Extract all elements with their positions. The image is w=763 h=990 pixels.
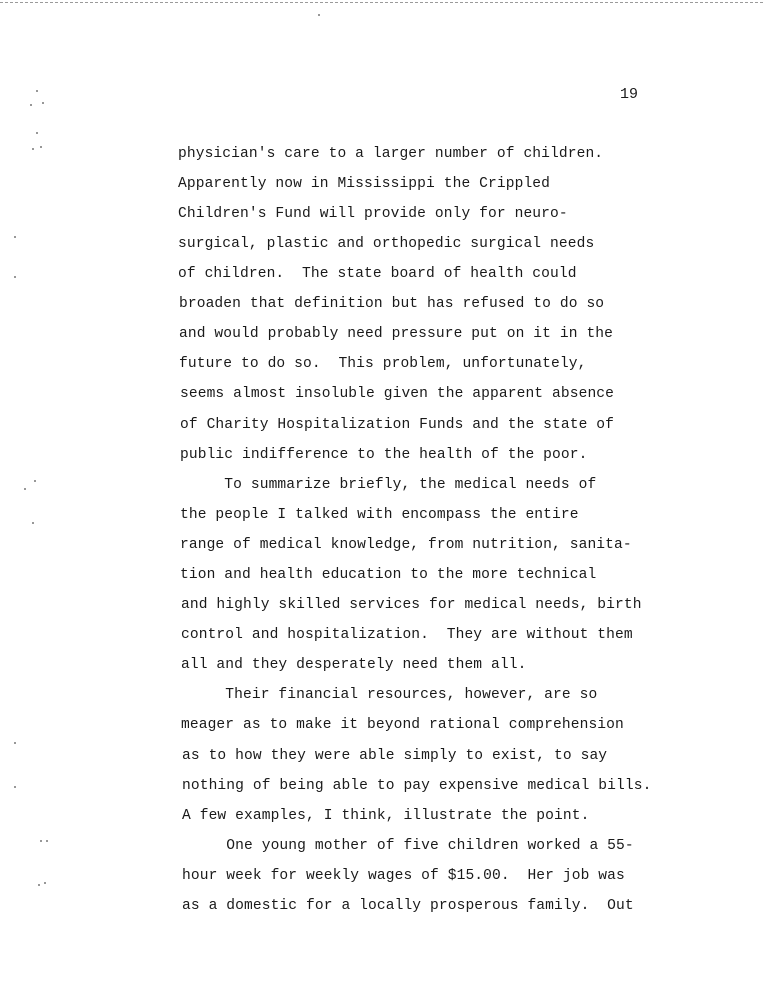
text-line: control and hospitalization. They are without them [181, 627, 633, 643]
text-line: and highly skilled services for medical needs, birth [181, 597, 642, 613]
scan-top-edge [0, 2, 763, 3]
text-line: all and they desperately need them all. [181, 657, 527, 673]
text-line: as to how they were able simply to exist, to say [182, 748, 608, 764]
text-line: of children. The state board of health could [178, 266, 577, 282]
text-line: the people I talked with encompass the entire [180, 507, 579, 523]
text-line: future to do so. This problem, unfortunately, [179, 356, 587, 372]
text-line: To summarize briefly, the medical needs of [180, 477, 597, 493]
text-line: One young mother of five children worked a 55- [182, 838, 634, 854]
text-line: of Charity Hospitalization Funds and the state of [180, 417, 615, 433]
text-line: Apparently now in Mississippi the Crippled [178, 176, 551, 192]
text-line: nothing of being able to pay expensive medical bills. [182, 778, 652, 794]
text-line: hour week for weekly wages of $15.00. Her job was [182, 868, 625, 884]
text-line: seems almost insoluble given the apparent absence [180, 386, 615, 402]
text-line: broaden that definition but has refused to do so [179, 296, 605, 312]
text-line: range of medical knowledge, from nutrition, sanita- [180, 537, 632, 553]
text-line: A few examples, I think, illustrate the point. [182, 808, 590, 824]
text-line: meager as to make it beyond rational comprehension [181, 717, 624, 733]
page-number: 19 [620, 86, 639, 103]
text-line: tion and health education to the more technical [180, 567, 597, 583]
text-line: Children's Fund will provide only for neuro- [178, 206, 568, 222]
text-line: physician's care to a larger number of children. [178, 146, 604, 162]
text-line: surgical, plastic and orthopedic surgical needs [178, 236, 595, 252]
text-line: and would probably need pressure put on it in the [179, 326, 614, 342]
text-line: as a domestic for a locally prosperous family. Out [182, 898, 634, 914]
text-line: public indifference to the health of the poor. [180, 447, 588, 463]
text-line: Their financial resources, however, are so [181, 687, 598, 703]
